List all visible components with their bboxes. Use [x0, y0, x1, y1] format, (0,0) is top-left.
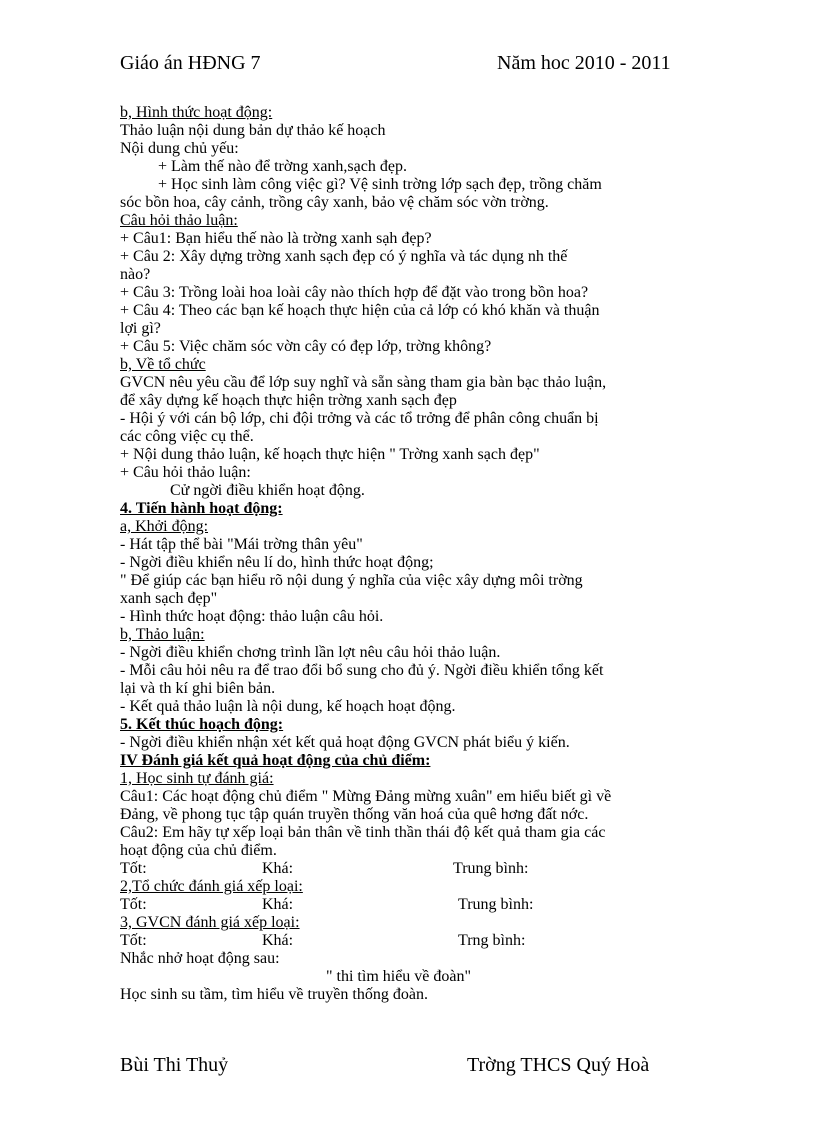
grade-fair: Khá: [262, 896, 294, 913]
text-line: các công việc cụ thể. [120, 428, 254, 445]
text-line: + Câu 4: Theo các bạn kế hoạch thực hiện của cả lớp có khó khăn và thuận [120, 302, 600, 319]
text-line: " Để giúp các bạn hiểu rõ nội dung ý nghĩa của việc xây dựng môi trờng [120, 572, 583, 589]
footer-right: Trờng THCS Quý Hoà [467, 1054, 650, 1076]
section-heading: 5. Kết thúc hoạch động: [120, 716, 284, 733]
section-heading: b, Về tổ chức [120, 356, 206, 373]
section-heading: 3, GVCN đánh giá xếp loại: [120, 914, 300, 931]
section-heading: a, Khởi động: [120, 518, 209, 535]
text-line: + Câu 3: Trồng loài hoa loài cây nào thích hợp để đặt vào trong bồn hoa? [120, 284, 589, 301]
text-line: hoạt động của chủ điểm. [120, 842, 277, 859]
text-line: lợi gì? [120, 320, 161, 337]
text-line: nào? [120, 266, 151, 283]
section-heading: b, Hình thức hoạt động: [120, 104, 273, 121]
section-heading: b, Thảo luận: [120, 626, 205, 643]
grade-average: Trng bình: [458, 932, 526, 949]
text-line: Đảng, về phong tục tập quán truyền thống văn hoá của quê hơng đất nớc. [120, 806, 589, 823]
text-line: + Câu hỏi thảo luận: [120, 464, 251, 481]
grade-row [120, 896, 710, 914]
text-line: - Kết quả thảo luận là nội dung, kế hoạch hoạt động. [120, 698, 456, 715]
section-heading: IV Đánh giá kết quả hoạt động của chủ điểm: [120, 752, 431, 769]
text-line: + Học sinh làm công việc gì? Vệ sinh trờng lớp sạch đẹp, trồng chăm [158, 176, 602, 193]
section-heading: 1, Học sinh tự đánh giá: [120, 770, 274, 787]
grade-fair: Khá: [262, 860, 294, 877]
text-line: - Ngời điều khiển nêu lí do, hình thức hoạt động; [120, 554, 434, 571]
footer-left: Bùi Thi Thuỷ [120, 1054, 229, 1076]
text-line: Cử ngời điều khiển hoạt động. [170, 482, 365, 499]
section-heading: 4. Tiến hành hoạt động: [120, 500, 283, 517]
grade-average: Trung bình: [453, 860, 529, 877]
header-left: Giáo án HĐNG 7 [120, 52, 261, 74]
text-line: để xây dựng kế hoạch thực hiện trờng xanh sạch đẹp [120, 392, 457, 409]
text-line: + Làm thế nào để trờng xanh,sạch đẹp. [158, 158, 407, 175]
text-line: - Ngời điều khiển nhận xét kết quả hoạt động GVCN phát biểu ý kiến. [120, 734, 570, 751]
grade-average: Trung bình: [458, 896, 534, 913]
text-line: + Câu1: Bạn hiểu thế nào là trờng xanh sạh đẹp? [120, 230, 432, 247]
section-heading: Câu hỏi thảo luận: [120, 212, 238, 229]
text-line: Nhắc nhở hoạt động sau: [120, 950, 280, 967]
text-line: " thi tìm hiểu về đoàn" [326, 968, 472, 985]
document-body [120, 104, 710, 1004]
text-line: Thảo luận nội dung bản dự thảo kế hoạch [120, 122, 386, 139]
header-right: Năm hoc 2010 - 2011 [497, 52, 671, 74]
text-line: sóc bồn hoa, cây cảnh, trồng cây xanh, bảo vệ chăm sóc vờn trờng. [120, 194, 549, 211]
grade-good: Tốt: [120, 860, 147, 877]
section-heading: 2,Tổ chức đánh giá xếp loại: [120, 878, 303, 895]
text-line: Câu1: Các hoạt động chủ điểm " Mừng Đảng mừng xuân" em hiểu biết gì về [120, 788, 612, 805]
grade-good: Tốt: [120, 896, 147, 913]
text-line: Nội dung chủ yếu: [120, 140, 239, 157]
text-line: + Câu 2: Xây dựng trờng xanh sạch đẹp có ý nghĩa và tác dụng nh thế [120, 248, 568, 265]
text-line: xanh sạch đẹp" [120, 590, 218, 607]
grade-row [120, 860, 710, 878]
grade-fair: Khá: [262, 932, 294, 949]
text-line: lại và th kí ghi biên bản. [120, 680, 276, 697]
text-line: + Câu 5: Việc chăm sóc vờn cây có đẹp lớp, trờng không? [120, 338, 492, 355]
text-line: Học sinh su tầm, tìm hiểu về truyền thống đoàn. [120, 986, 428, 1003]
text-line: - Hát tập thể bài "Mái trờng thân yêu" [120, 536, 363, 553]
text-line: - Mỗi câu hỏi nêu ra để trao đổi bổ sung cho đủ ý. Ngời điều khiển tổng kết [120, 662, 604, 679]
text-line: - Hình thức hoạt động: thảo luận câu hỏi. [120, 608, 384, 625]
text-line: GVCN nêu yêu cầu để lớp suy nghĩ và sẵn sàng tham gia bàn bạc thảo luận, [120, 374, 607, 391]
text-line: + Nội dung thảo luận, kế hoạch thực hiện " Trờng xanh sạch đẹp" [120, 446, 540, 463]
text-line: Câu2: Em hãy tự xếp loại bản thân về tinh thần thái độ kết quả tham gia các [120, 824, 606, 841]
text-line: - Ngời điều khiển chơng trình lần lợt nêu câu hỏi thảo luận. [120, 644, 501, 661]
grade-good: Tốt: [120, 932, 147, 949]
grade-row [120, 932, 710, 950]
text-line: - Hội ý với cán bộ lớp, chi đội trởng và các tổ trởng để phân công chuẩn bị [120, 410, 599, 427]
